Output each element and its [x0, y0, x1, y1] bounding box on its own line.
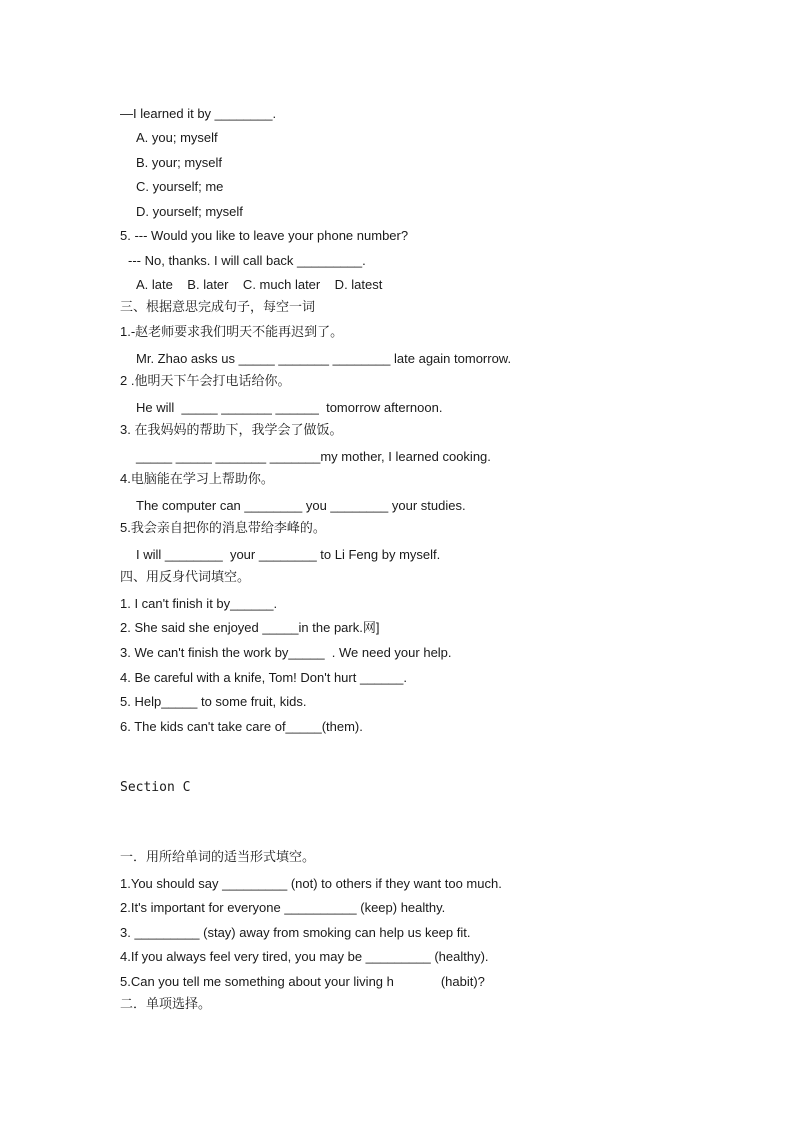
option-a: A. you; myself: [136, 130, 218, 145]
question-5: 5. --- Would you like to leave your phone number?: [120, 228, 409, 243]
sentence-5-chinese: 5.我会亲自把你的消息带给李峰的。: [120, 520, 326, 535]
word-form-item-5: 5.Can you tell me something about your living h (habit)?: [120, 974, 485, 989]
word-form-item-4: 4.If you always feel very tired, you may be _________ (healthy).: [120, 949, 489, 964]
pronoun-item-4: 4. Be careful with a knife, Tom! Don't hurt ______.: [120, 670, 407, 685]
pronoun-item-6: 6. The kids can't take care of_____(them).: [120, 719, 363, 734]
option-d: D. yourself; myself: [136, 204, 243, 219]
section-c-heading-1: 一．用所给单词的适当形式填空。: [120, 849, 316, 864]
section-c-heading-2: 二．单项选择。: [120, 996, 212, 1011]
sentence-3-english: _____ _____ _______ _______my mother, I learned cooking.: [136, 449, 491, 464]
word-form-item-1: 1.You should say _________ (not) to others if they want too much.: [120, 876, 502, 891]
section-heading-3: 三、根据意思完成句子，每空一词: [120, 299, 316, 314]
option-c: C. yourself; me: [136, 179, 224, 194]
sentence-2-english: He will _____ _______ ______ tomorrow afternoon.: [136, 400, 443, 415]
question-stem: —I learned it by ________.: [120, 106, 277, 121]
question-5-options: A. late B. later C. much later D. latest: [136, 277, 383, 292]
question-5-reply: --- No, thanks. I will call back _________.: [128, 253, 366, 268]
pronoun-item-5: 5. Help_____ to some fruit, kids.: [120, 694, 307, 709]
sentence-4-english: The computer can ________ you ________ your studies.: [136, 498, 466, 513]
sentence-1-chinese: 1.-赵老师要求我们明天不能再迟到了。: [120, 324, 344, 339]
sentence-4-chinese: 4.电脑能在学习上帮助你。: [120, 471, 274, 486]
sentence-3-chinese: 3. 在我妈妈的帮助下，我学会了做饭。: [120, 422, 343, 437]
sentence-5-english: I will ________ your ________ to Li Feng by myself.: [136, 547, 441, 562]
section-title: Section C: [120, 780, 191, 795]
pronoun-item-2: 2. She said she enjoyed _____in the park.网]: [120, 620, 380, 635]
sentence-2-chinese: 2 .他明天下午会打电话给你。: [120, 373, 291, 388]
pronoun-item-1: 1. I can't finish it by______.: [120, 596, 278, 611]
option-b: B. your; myself: [136, 155, 222, 170]
word-form-item-3: 3. _________ (stay) away from smoking can help us keep fit.: [120, 925, 471, 940]
pronoun-item-3: 3. We can't finish the work by_____ . We need your help.: [120, 645, 452, 660]
word-form-item-2: 2.It's important for everyone __________ (keep) healthy.: [120, 900, 446, 915]
sentence-1-english: Mr. Zhao asks us _____ _______ ________ late again tomorrow.: [136, 351, 512, 366]
section-heading-4: 四、用反身代词填空。: [120, 569, 251, 584]
